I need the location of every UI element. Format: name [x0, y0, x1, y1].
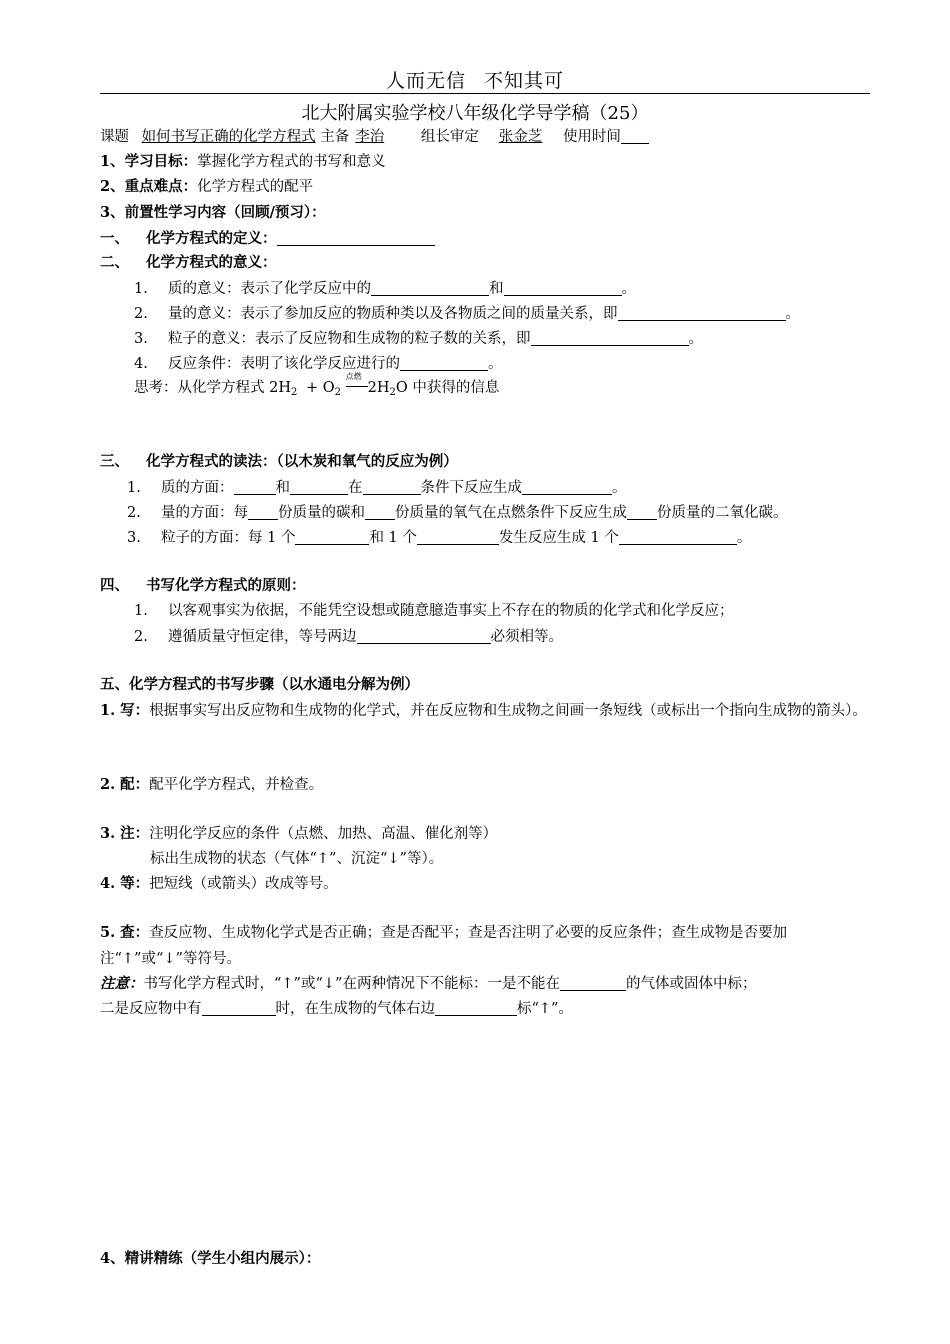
- item-text: 。: [612, 480, 627, 496]
- reading-item-1: [127, 480, 627, 496]
- item-number: 4.: [134, 356, 148, 372]
- page-title: 北大附属实验学校八年级化学导学稿（25）: [301, 103, 649, 124]
- item-text: 和: [489, 281, 504, 297]
- principles-heading-text: 书写化学方程式的原则：: [146, 577, 306, 594]
- item-text: 反应条件：表明了该化学反应进行的: [168, 356, 400, 372]
- blank: [363, 480, 421, 495]
- objective-text: 掌握化学方程式的书写和意义: [197, 154, 386, 170]
- item-text: 质的意义：表示了化学反应中的: [168, 281, 371, 297]
- principles-heading: [100, 579, 306, 594]
- item-text: 。: [688, 331, 703, 347]
- blank: [248, 505, 278, 520]
- item-text: 。: [736, 530, 752, 546]
- blank: [295, 530, 369, 545]
- meaning-item-2: [134, 306, 800, 322]
- item-text: 必须相等。: [490, 629, 563, 645]
- note-label: 注意：: [100, 975, 144, 992]
- think-text: 思考：从化学方程式 2H: [134, 380, 291, 396]
- subscript: 2: [290, 387, 298, 398]
- step-write: [100, 698, 870, 724]
- step-label: 5. 查：: [100, 924, 150, 941]
- item-text: 量的方面：每: [161, 505, 248, 521]
- header-rule: [100, 93, 870, 94]
- blank: [531, 331, 689, 346]
- item-text: 份质量的二氧化碳。: [657, 505, 788, 521]
- motto-part-b: 不知其可: [484, 70, 565, 92]
- definition-line: [100, 231, 435, 247]
- step-text: 根据事实写出反应物和生成物的化学式，并在反应物和生成物之间画一条短线（或标出一个指向生成物的箭头）。: [149, 703, 867, 719]
- objective-line: [100, 155, 386, 170]
- think-text: 2H: [367, 380, 390, 396]
- step-annotate: [100, 827, 497, 842]
- meaning-item-1: [134, 281, 636, 297]
- preview-heading: 3、前置性学习内容（回顾/预习）：: [100, 204, 326, 221]
- blank: [365, 505, 395, 520]
- item-text: 在: [348, 480, 363, 496]
- principle-item-1: [134, 604, 734, 619]
- item-text: 粒子的方面：每 1 个: [161, 530, 296, 546]
- key-points-label: 2、重点难点：: [100, 178, 198, 195]
- meaning-heading-text: 化学方程式的意义：: [146, 254, 277, 271]
- blank: [417, 530, 499, 545]
- item-text: 发生反应生成 1 个: [498, 530, 619, 546]
- item-number: 2.: [127, 505, 141, 521]
- step-text: 把短线（或箭头）改成等号。: [149, 876, 338, 892]
- blank: [202, 1001, 276, 1016]
- reading-heading-text: 化学方程式的读法：（以木炭和氧气的反应为例）: [146, 453, 458, 470]
- part-four-number: 四、: [100, 577, 129, 594]
- topic-value: 如何书写正确的化学方程式: [141, 129, 316, 145]
- reading-heading: [100, 455, 458, 470]
- part-three-number: 三、: [100, 453, 129, 470]
- item-text: 和: [275, 480, 290, 496]
- lead-value: 李治: [355, 129, 385, 145]
- item-text: 和 1 个: [369, 530, 417, 546]
- objective-label: 1、学习目标：: [100, 153, 198, 170]
- meaning-item-3: [134, 331, 703, 347]
- item-text: 。: [488, 356, 503, 372]
- reaction-condition: [345, 372, 368, 396]
- key-points-text: 化学方程式的配平: [197, 179, 314, 195]
- item-number: 1.: [134, 281, 148, 297]
- item-text: 。: [785, 306, 800, 322]
- think-line: [134, 372, 500, 398]
- time-label: 使用时间: [562, 129, 621, 145]
- step-text: 注明化学反应的条件（点燃、加热、高温、催化剂等）: [149, 826, 498, 842]
- blank: [400, 356, 488, 371]
- key-points-line: [100, 180, 313, 195]
- item-number: 2.: [134, 306, 148, 322]
- lead-label: 主备: [320, 129, 350, 145]
- blank: [357, 629, 491, 644]
- item-text: 粒子的意义：表示了反应物和生成物的粒子数的关系，即: [168, 331, 531, 347]
- motto: [0, 66, 950, 93]
- item-number: 3.: [134, 331, 148, 347]
- note-text: 书写化学方程式时，“↑”或“↓”在两种情况下不能标：一是不能在: [143, 976, 560, 992]
- item-text: 质的方面：: [161, 480, 234, 496]
- step-label: 3. 注：: [100, 825, 150, 842]
- item-text: 量的意义：表示了参加反应的物质种类以及各物质之间的质量关系，即: [168, 306, 618, 322]
- part-one-number: 一、: [100, 230, 129, 247]
- item-text: 份质量的碳和: [278, 505, 365, 521]
- item-text: 条件下反应生成: [420, 480, 522, 496]
- step-equal: [100, 877, 338, 892]
- note-text: 的气体或固体中标；: [625, 976, 757, 992]
- motto-part-a: 人而无信: [385, 70, 466, 92]
- step-text: 配平化学方程式，并检查。: [149, 777, 324, 793]
- step-label: 1. 写：: [100, 702, 150, 719]
- principle-item-2: [134, 629, 563, 645]
- blank: [560, 976, 626, 991]
- item-text: 遵循质量守恒定律，等号两边: [168, 629, 357, 645]
- blank: [234, 480, 276, 495]
- blank: [371, 281, 489, 296]
- definition-label: 化学方程式的定义：: [146, 230, 277, 247]
- think-text: + O: [305, 380, 335, 396]
- step-annotate-2: 标出生成物的状态（气体“↑”、沉淀“↓”等）。: [150, 851, 444, 867]
- blank: [618, 306, 786, 321]
- time-blank: [621, 129, 649, 144]
- step-label: 2. 配：: [100, 776, 150, 793]
- item-text: 以客观事实为依据，不能凭空设想或随意臆造事实上不存在的物质的化学式和化学反应；: [168, 603, 734, 619]
- definition-blank: [277, 231, 435, 246]
- practice-heading: 4、精讲精练（学生小组内展示）：: [100, 1250, 321, 1267]
- item-number: 1.: [134, 603, 148, 619]
- meaning-heading: [100, 256, 277, 271]
- blank: [522, 480, 612, 495]
- blank: [290, 480, 348, 495]
- step-check: [100, 920, 870, 972]
- note-text: 时，在生成物的气体右边: [275, 1001, 435, 1017]
- subscript: 2: [334, 387, 341, 398]
- think-text: O 中获得的信息: [395, 380, 500, 396]
- note-line-2: [100, 1001, 573, 1017]
- subscript: 2: [389, 387, 396, 398]
- reading-item-2: [127, 505, 788, 521]
- item-number: 3.: [127, 530, 141, 546]
- steps-heading: 五、化学方程式的书写步骤（以水通电分解为例）: [100, 676, 419, 693]
- meta-line: [100, 129, 649, 145]
- blank: [504, 281, 622, 296]
- condition-label: 点燃: [345, 372, 362, 381]
- topic-label: 课题: [100, 129, 129, 145]
- item-number: 1.: [127, 480, 141, 496]
- reading-item-3: [127, 530, 751, 546]
- blank: [619, 530, 737, 545]
- blank: [627, 505, 657, 520]
- review-label: 组长审定: [420, 129, 479, 145]
- note-text: 标“↑”。: [517, 1001, 573, 1017]
- item-number: 2.: [134, 629, 148, 645]
- step-label: 4. 等：: [100, 875, 150, 892]
- note-line-1: [100, 976, 756, 992]
- item-text: 。: [621, 281, 636, 297]
- step-text: 查反应物、生成物化学式是否正确；查是否配平；查是否注明了必要的反应条件；查生成物是否要加注“↑”或“↓”等符号。: [100, 925, 788, 967]
- part-two-number: 二、: [100, 254, 129, 271]
- meaning-item-4: [134, 356, 503, 372]
- blank: [435, 1001, 517, 1016]
- step-balance: [100, 778, 323, 793]
- review-value: 张金芝: [498, 129, 543, 145]
- note-text: 二是反应物中有: [100, 1001, 202, 1017]
- item-text: 份质量的氧气在点燃条件下反应生成: [395, 505, 627, 521]
- reaction-line: [346, 386, 368, 387]
